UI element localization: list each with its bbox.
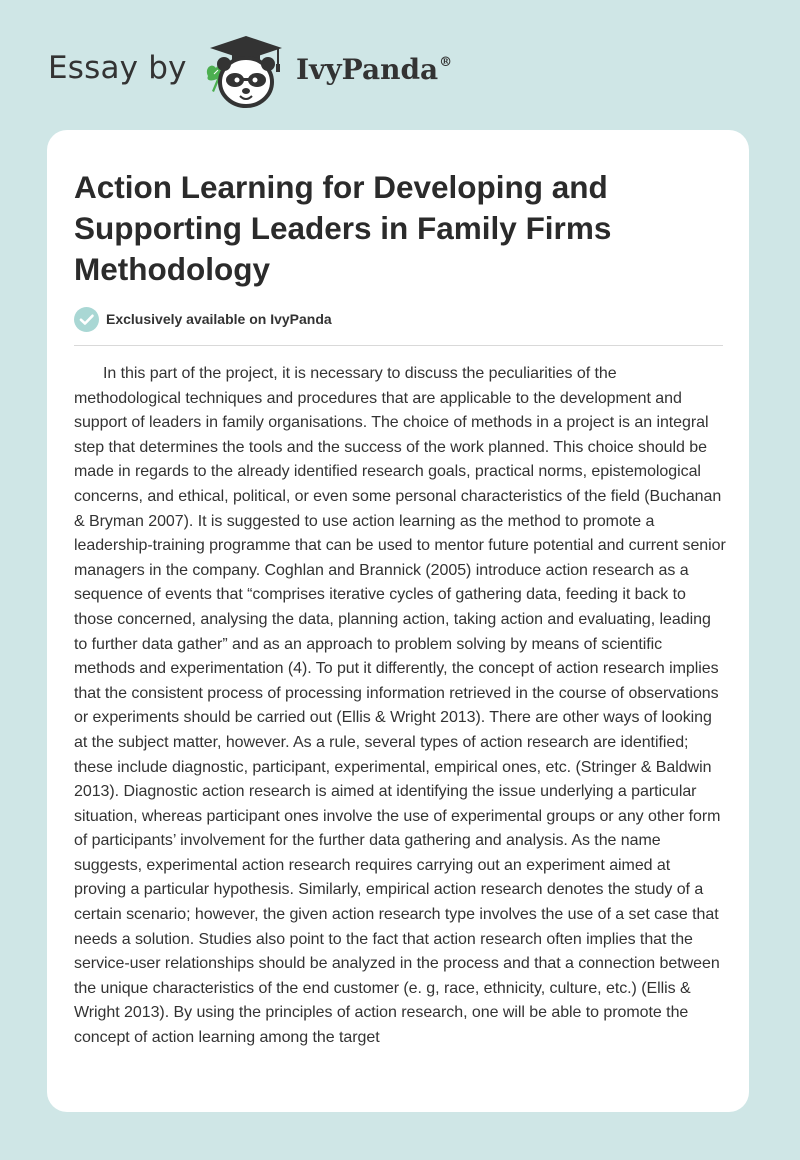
- check-circle-icon: [74, 307, 99, 332]
- article-card: [47, 130, 749, 1112]
- panda-graduate-icon[interactable]: [200, 36, 292, 110]
- article-title: Action Learning for Developing and Supporting Leaders in Family Firms Methodology: [74, 169, 612, 287]
- exclusive-badge-text: Exclusively available on IvyPanda: [106, 311, 332, 327]
- divider: [74, 345, 723, 346]
- exclusive-badge: [74, 306, 332, 332]
- essay-by-label: Essay by: [48, 50, 187, 86]
- article-body: In this part of the project, it is necessary to discuss the peculiarities of the methodological techniques and procedures that are applicable to the development and support of leaders in family organisations. The choice of methods in a project is an integral step that determines the tools and the success of the work planned. This choice should be made in regards to the already identified research goals, practical norms, epistemological concerns, and ethical, political, or even some personal characteristics of the field (Buchanan & Bryman 2007). It is suggested to use action learning as the method to promote a leadership-training programme that can be used to mentor future potential and current senior managers in the company. Coghlan and Brannick (2005) introduce action research as a sequence of events that “comprises iterative cycles of gathering data, feeding it back to those concerned, analysing the data, planning action, taking action and evaluating, leading to further data gather” and as an approach to problem solving by means of scientific methods and experimentation (4). To put it differently, the concept of action research implies that the consistent process of processing information retrieved in the course of observations or experiments should be carried out (Ellis & Wright 2013). There are other ways of looking at the subject matter, however. As a rule, several types of action research are identified; these include diagnostic, participant, experimental, empirical ones, etc. (Stringer & Baldwin 2013). Diagnostic action research is aimed at identifying the issue underlying a particular situation, whereas participant ones involve the use of experimental groups or any other form of participants’ involvement for the further data gathering and analysis. As the name suggests, experimental action research requires carrying out an experiment aimed at proving a particular hypothesis. Similarly, empirical action research denotes the study of a certain scenario; however, the given action research type involves the use of a set case that needs a solution. Studies also point to the fact that action research often implies that the service-user relationships should be analyzed in the process and that a connection between the unique characteristics of the end customer (e. g, race, ethnicity, culture, etc.) (Ellis & Wright 2013). By using the principles of action research, one will be able to promote the concept of action learning among the target: [74, 365, 726, 1047]
- brand-name[interactable]: IvyPanda®: [296, 53, 453, 86]
- trademark-symbol: ®: [439, 55, 453, 70]
- site-header: [0, 0, 800, 130]
